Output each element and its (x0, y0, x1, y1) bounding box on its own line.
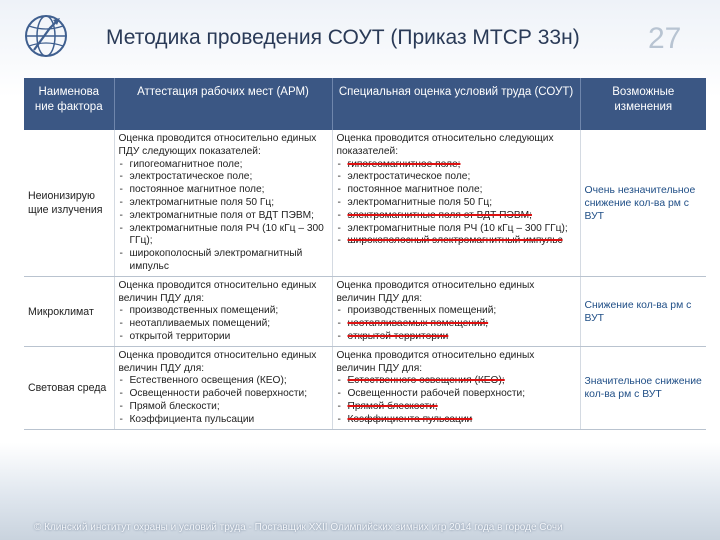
list-item: - открытой территории (119, 331, 328, 344)
arm-cell (114, 130, 332, 276)
list-item: - электростатическое поле; (119, 171, 328, 184)
arm-cell (114, 276, 332, 346)
column-header-arm: Аттестация рабочих мест (АРМ) (114, 78, 332, 130)
list-item (337, 171, 576, 184)
list-item: - неотапливаемых помещений; (119, 318, 328, 331)
column-header-changes: Возможные изменения (580, 78, 706, 130)
list-item: - Естественного освещения (КЕО); (119, 375, 328, 388)
struck-item-text: электромагнитные поля от ВДТ ПЭВМ; (347, 209, 532, 221)
column-header-factor: Наименова ние фактора (24, 78, 114, 130)
slide-number: 27 (648, 22, 682, 55)
change-cell: Очень незначительное снижение кол-ва рм с ВУТ (580, 130, 706, 276)
item-text: электромагнитные поля 50 Гц; (347, 196, 493, 208)
struck-item-text: неотапливаемых помещений; (347, 318, 489, 330)
list-item: - Коэффициента пульсации (119, 414, 328, 427)
arm-intro: Оценка проводится относительно единых величин ПДУ для: (118, 349, 317, 374)
struck-item-text: широкополосный электромагнитный импульс (347, 235, 563, 247)
list-item: - электромагнитные поля РЧ (10 кГц – 300 ГГц); (119, 223, 328, 249)
item-text: постоянное магнитное поле; (347, 184, 483, 196)
list-item: - Прямой блескости; (119, 401, 328, 414)
sout-intro: Оценка проводится относительно следующих показателей: (336, 133, 554, 157)
sout-intro: Оценка проводится относительно единых величин ПДУ для: (336, 349, 535, 374)
column-header-sout: Специальная оценка условий труда (СОУТ) (332, 78, 580, 130)
item-text: электромагнитные поля РЧ (10 кГц – 300 ГГц); (347, 222, 568, 234)
list-item (337, 184, 576, 197)
list-item (337, 159, 576, 172)
list-item (337, 318, 576, 331)
list-item: - широкополосный электромагнитный импульс (119, 248, 328, 274)
change-cell: Значительное снижение кол-ва рм с ВУТ (580, 346, 706, 429)
table-row (24, 130, 706, 276)
struck-item-text: Прямой блескости; (347, 400, 438, 412)
item-text: производственных помещений; (347, 305, 497, 317)
list-item (337, 414, 576, 427)
comparison-table (24, 78, 706, 430)
list-item (337, 223, 576, 236)
struck-item-text: гипогеомагнитное поле; (347, 158, 461, 170)
table-row (24, 346, 706, 429)
list-item (337, 401, 576, 414)
factor-cell: Микроклимат (24, 276, 114, 346)
item-text: электростатическое поле; (347, 171, 471, 183)
globe-logo-icon (20, 10, 72, 62)
item-text: Освещенности рабочей поверхности; (347, 388, 526, 400)
arm-intro: Оценка проводится относительно единых ПДУ следующих показателей: (118, 133, 317, 157)
sout-cell (332, 276, 580, 346)
struck-item-text: Естественного освещения (КЕО); (347, 375, 505, 387)
list-item (337, 388, 576, 401)
struck-item-text: Коэффициента пульсации (347, 413, 473, 425)
list-item (337, 197, 576, 210)
arm-cell (114, 346, 332, 429)
struck-item-text: открытой территории (347, 330, 449, 342)
list-item (337, 210, 576, 223)
arm-intro: Оценка проводится относительно единых величин ПДУ для: (118, 279, 317, 304)
factor-cell: Неионизирую щие излучения (24, 130, 114, 276)
factor-cell: Световая среда (24, 346, 114, 429)
list-item: - производственных помещений; (119, 305, 328, 318)
table-header-row (24, 78, 706, 130)
list-item: - постоянное магнитное поле; (119, 184, 328, 197)
change-cell: Снижение кол-ва рм с ВУТ (580, 276, 706, 346)
list-item: - Освещенности рабочей поверхности; (119, 388, 328, 401)
list-item (337, 375, 576, 388)
list-item (337, 235, 576, 248)
list-item (337, 305, 576, 318)
sout-cell (332, 346, 580, 429)
sout-intro: Оценка проводится относительно единых величин ПДУ для: (336, 279, 535, 304)
list-item: - электромагнитные поля 50 Гц; (119, 197, 328, 210)
sout-cell (332, 130, 580, 276)
list-item: - гипогеомагнитное поле; (119, 159, 328, 172)
page-title: Методика проведения СОУТ (Приказ МТСР 33н) (106, 26, 580, 49)
list-item: - электромагнитные поля от ВДТ ПЭВМ; (119, 210, 328, 223)
table-row (24, 276, 706, 346)
list-item (337, 331, 576, 344)
footer-copyright: © Клинский институт охраны и условий труда - Поставщик XXII Олимпийских зимних игр 2014 года в городе Сочи (34, 522, 563, 533)
